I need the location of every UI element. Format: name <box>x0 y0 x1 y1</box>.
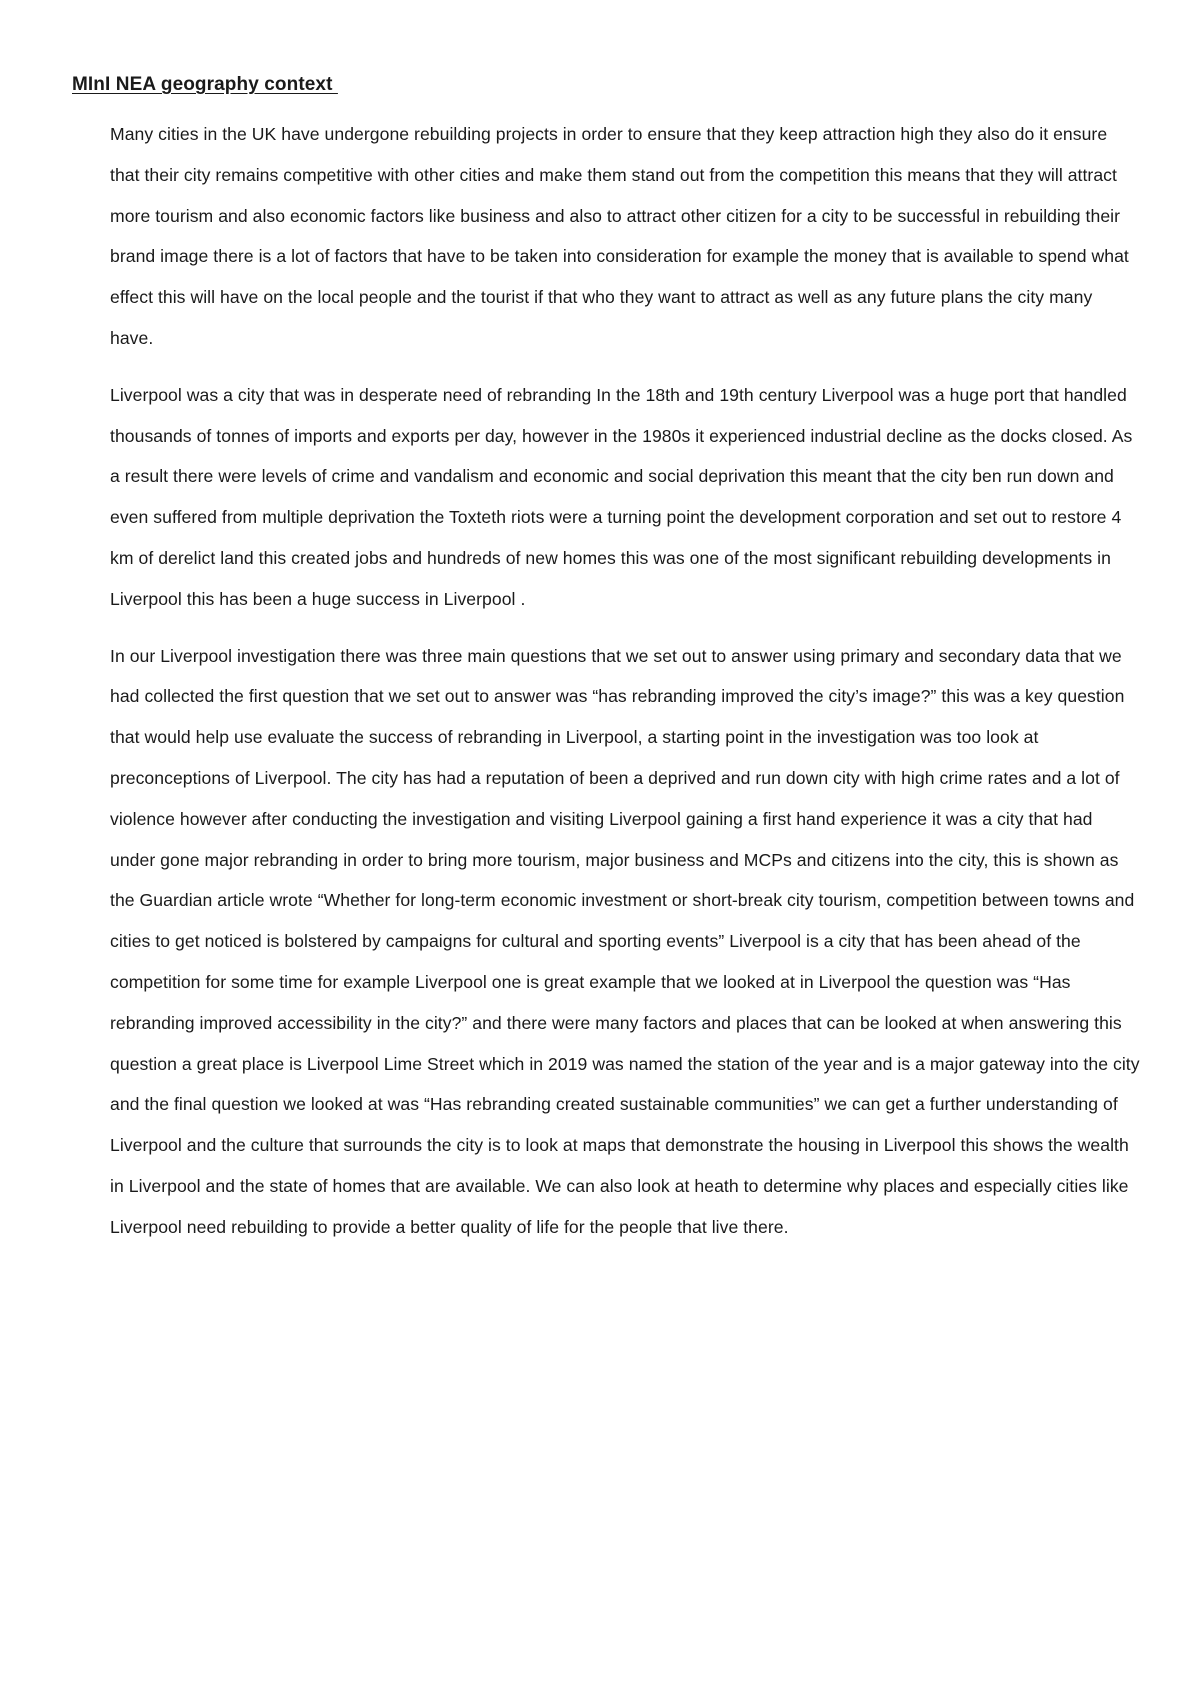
paragraph-rebuilding-intro: Many cities in the UK have undergone rebuilding projects in order to ensure that they keep attraction high they also do it ensure that their city remains competitive with other cities and make them stand out from the competition this means that they will attract more tourism and also economic factors like business and also to attract other citizen for a city to be successful in rebuilding their brand image there is a lot of factors that have to be taken into consideration for example the money that is available to spend what effect this will have on the local people and the tourist if that who they want to attract as well as any future plans the city many have. <box>110 124 1129 348</box>
paragraph-liverpool-history: Liverpool was a city that was in desperate need of rebranding In the 18th and 19th century Liverpool was a huge port that handled thousands of tonnes of imports and exports per day, however in the 1980s it experienced industrial decline as the docks closed. As a result there were levels of crime and vandalism and economic and social deprivation this meant that the city ben run down and even suffered from multiple deprivation the Toxteth riots were a turning point the development corporation and set out to restore 4 km of derelict land this created jobs and hundreds of new homes this was one of the most significant rebuilding developments in Liverpool this has been a huge success in Liverpool . <box>110 384 1133 609</box>
document-title: MInI NEA geography context <box>72 74 338 95</box>
paragraph-investigation-questions: In our Liverpool investigation there was three main questions that we set out to answer using primary and secondary data that we had collected the first question that we set out to answer was “has rebranding improved the city’s image?” this was a key question that would help use evaluate the success of rebranding in Liverpool, a starting point in the investigation was too look at preconceptions of Liverpool. The city has had a reputation of been a deprived and run down city with high crime rates and a lot of violence however after conducting the investigation and visiting Liverpool gaining a first hand experience it was a city that had under gone major rebranding in order to bring more tourism, major business and MCPs and citizens into the city, this is shown as the Guardian article wrote “Whether for long-term economic investment or short-break city tourism, competition between towns and cities to get noticed is bolstered by campaigns for cultural and sporting events” Liverpool is a city that has been ahead of the competition for some time for example Liverpool one is great example that we looked at in Liverpool the question was “Has rebranding improved accessibility in the city?” and there were many factors and places that can be looked at when answering this question a great place is Liverpool Lime Street which in 2019 was named the station of the year and is a major gateway into the city and the final question we looked at was “Has rebranding created sustainable communities” we can get a further understanding of Liverpool and the culture that surrounds the city is to look at maps that demonstrate the housing in Liverpool this shows the wealth in Liverpool and the state of homes that are available. We can also look at heath to determine why places and especially cities like Liverpool need rebuilding to provide a better quality of life for the people that live there. <box>110 645 1140 1237</box>
document-body <box>110 114 1140 1264</box>
